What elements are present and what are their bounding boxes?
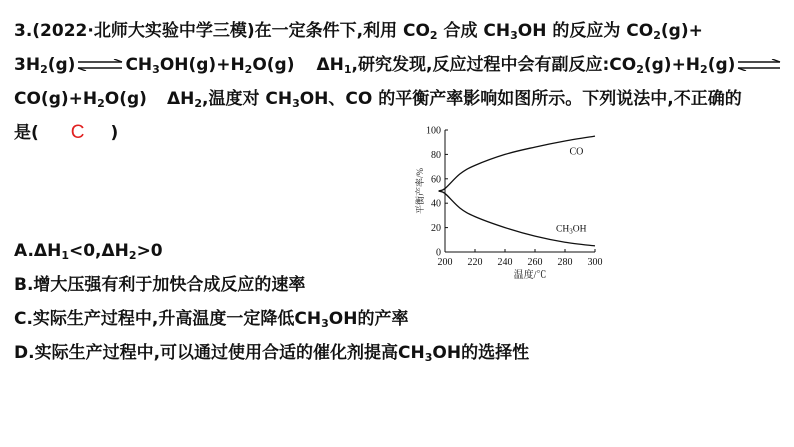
x-tick-label: 200 — [437, 257, 453, 268]
question-line-4: 是( C ) — [14, 122, 119, 143]
question-number: 3.(2022·北师大实验中学三模) — [14, 21, 255, 41]
y-tick-label: 100 — [426, 125, 441, 137]
x-tick-label: 280 — [557, 257, 573, 268]
equilibrium-arrow-icon-2 — [737, 59, 781, 71]
y-tick-label: 0 — [436, 247, 441, 259]
x-tick-label: 260 — [527, 257, 543, 268]
y-tick-label: 60 — [431, 174, 441, 186]
x-tick-label: 220 — [467, 257, 483, 268]
option-b: B.增大压强有利于加快合成反应的速率 — [14, 275, 306, 295]
question-line-1: 3.(2022·北师大实验中学三模)在一定条件下,利用 $CO_2$ 合成 $CH_3OH$ 的反应为 $CO_2(g)+$ — [14, 21, 703, 42]
y-tick-label: 20 — [431, 223, 441, 235]
question-line-2: $3H_2(g)$ $CH_3OH(g)+H_2O(g)$ $\Delta H_1$,研究发现,反应过程中会有副反应$:CO_2(g)+H_2(g)$ — [14, 54, 783, 81]
option-a: $A.\Delta H_1<0,\Delta H_2>0$ — [14, 241, 163, 262]
answer-letter: C — [70, 122, 85, 143]
y-tick-label: 80 — [431, 149, 441, 161]
question-line-3: $CO(g)+H_2O(g)$ $\Delta H_2$,温度对 $CH_3OH$、CO 的平衡产率影响如图所示。下列说法中,不正确的 — [14, 89, 742, 110]
option-d: D.实际生产过程中,可以通过使用合适的催化剂提高$CH_3OH$的选择性 — [14, 343, 530, 364]
option-c: C.实际生产过程中,升高温度一定降低$CH_3OH$的产率 — [14, 309, 409, 330]
y-axis-label: 平衡产率/% — [415, 168, 425, 214]
yield-temperature-chart — [408, 120, 608, 280]
equilibrium-arrow-icon — [77, 59, 123, 71]
x-tick-label: 240 — [497, 257, 513, 268]
series-label-co: CO — [569, 146, 584, 158]
x-tick-label: 300 — [587, 257, 603, 268]
y-tick-label: 40 — [431, 198, 441, 210]
series-label-ch3oh: $CH_3OH$ — [556, 224, 587, 236]
x-axis-label: 温度/℃ — [513, 270, 547, 280]
